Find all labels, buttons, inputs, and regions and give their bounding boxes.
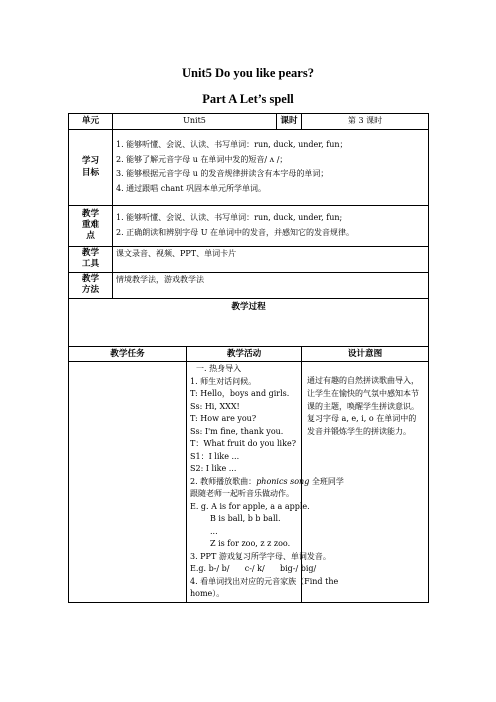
tools-label: 教学 工具 bbox=[69, 246, 113, 272]
activity-line: 4. 看单词找出对应的元音家族（Find the bbox=[190, 576, 339, 586]
unit-row bbox=[69, 114, 429, 130]
page-title: Unit5 Do you like pears? bbox=[182, 66, 314, 80]
process-header-row bbox=[69, 298, 429, 346]
process-columns-row bbox=[69, 346, 429, 362]
key-points-list bbox=[113, 205, 429, 246]
activity-line: T: Hello，boys and girls. bbox=[190, 389, 290, 398]
key-point-item: 1. 能够听懂、会说、认读、书写单词：run, duck, under, fun; bbox=[116, 213, 343, 222]
activity-line: Ss: I'm fine, thank you. bbox=[190, 426, 284, 436]
activity-line: 2. 教师播放歌曲：phonics song 全班同学 bbox=[190, 476, 344, 486]
page-subtitle: Part A Let’s spell bbox=[202, 92, 294, 106]
process-header: 教学过程 bbox=[69, 298, 429, 346]
tools-value: 课文录音、视频、PPT、单词卡片 bbox=[113, 246, 429, 272]
key-point-item: 2. 正确朗读和辨别字母 U 在单词中的发音，并感知它的发音规律。 bbox=[116, 227, 355, 237]
intent-text: 通过有趣的自然拼读歌曲导入，让学生在愉快的气氛中感知本节课的主题，唤醒学生拼读意识。复习字母 a, e, i, o 在单词中的发音并锻炼学生的拼读能力。 bbox=[307, 376, 420, 437]
goals-row bbox=[69, 129, 429, 205]
activity-line: 一. 热身导入 bbox=[196, 364, 242, 373]
lesson-plan-table bbox=[68, 113, 429, 603]
column-task: 教学任务 bbox=[69, 346, 187, 362]
methods-label: 教学 方法 bbox=[69, 272, 113, 298]
column-activity: 教学活动 bbox=[187, 346, 302, 362]
song-name: phonics song bbox=[256, 476, 310, 486]
activity-line: T: How are you? bbox=[190, 414, 257, 423]
activity-line: B is ball, b b ball. bbox=[210, 514, 281, 523]
activity-line: T：What fruit do you like? bbox=[190, 439, 296, 448]
goal-item: 4. 通过跟唱 chant 巩固本单元所学单词。 bbox=[116, 183, 267, 193]
activity-line: 1. 师生对话问候。 bbox=[190, 376, 257, 386]
activity-line: Ss: Hi, XXX! bbox=[190, 401, 240, 411]
tools-row bbox=[69, 246, 429, 272]
process-content-row bbox=[69, 362, 429, 603]
activity-line: S2: I like ... bbox=[190, 464, 237, 473]
goals-label: 学习 目标 bbox=[69, 129, 113, 205]
activity-line: E. g. A is for apple, a a apple. bbox=[190, 501, 310, 511]
activity-line: ... bbox=[210, 526, 218, 536]
activity-line: 跟随老师一起听音乐做动作。 bbox=[190, 489, 294, 498]
key-points-label: 教学 重难 点 bbox=[69, 205, 113, 246]
activity-line: 3. PPT 游戏复习所学字母、单词发音。 bbox=[190, 551, 331, 561]
activity-line: S1：I like ... bbox=[190, 451, 240, 461]
goal-item: 3. 能够根据元音字母 u 的发音规律拼读含有本字母的单词； bbox=[116, 169, 329, 178]
activity-line: E.g. b-/ b/ c-/ k/ big-/ big/ bbox=[190, 564, 317, 573]
methods-row bbox=[69, 272, 429, 298]
activity-line: Z is for zoo, z z zoo. bbox=[210, 539, 291, 548]
unit-label: 单元 bbox=[69, 114, 113, 130]
goals-list bbox=[113, 129, 429, 205]
task-cell bbox=[69, 362, 187, 603]
hours-value: 第 3 课时 bbox=[302, 114, 429, 130]
column-intent: 设计意图 bbox=[302, 346, 429, 362]
activities-cell bbox=[187, 362, 344, 603]
activity-line: home）。 bbox=[190, 589, 225, 598]
key-points-row bbox=[69, 205, 429, 246]
hours-label: 课时 bbox=[277, 114, 302, 130]
methods-value: 情境教学法，游戏教学法 bbox=[113, 272, 429, 298]
unit-value: Unit5 bbox=[113, 114, 277, 130]
goal-item: 2. 能够了解元音字母 u 在单词中发的短音/ ʌ /； bbox=[116, 154, 288, 164]
goal-item: 1. 能够听懂、会说、认读、书写单词：run, duck, under, fun； bbox=[116, 140, 348, 149]
